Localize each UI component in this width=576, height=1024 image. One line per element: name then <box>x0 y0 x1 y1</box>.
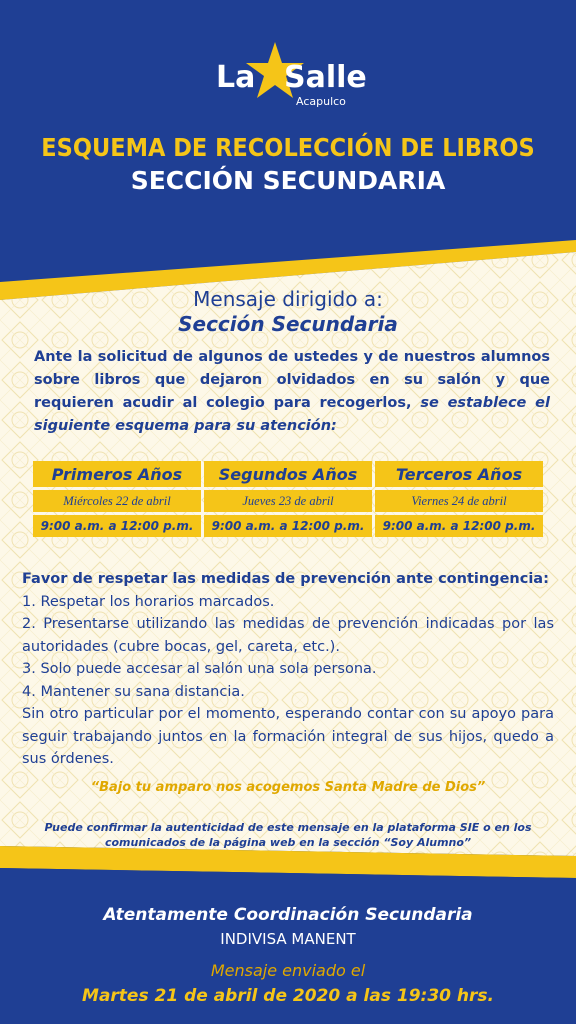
date-segundos: Jueves 23 de abril <box>204 490 372 512</box>
notice-item-4: 4. Mantener su sana distancia. <box>22 683 245 700</box>
time-terceros: 9:00 a.m. a 12:00 p.m. <box>375 515 543 537</box>
logo <box>0 40 576 110</box>
schedule-date-row <box>33 490 543 512</box>
time-segundos: 9:00 a.m. a 12:00 p.m. <box>204 515 372 537</box>
header-terceros: Terceros Años <box>375 461 543 487</box>
verification-note: Puede confirmar la autenticidad de este mensaje en la plataforma SIE o en los comunicados de la página web en la sección “Soy Alumno” <box>44 821 532 849</box>
logo-city: Acapulco <box>296 95 346 108</box>
message-recipient: Sección Secundaria <box>178 312 398 336</box>
section-title: SECCIÓN SECUNDARIA <box>130 166 446 195</box>
prevention-notice <box>22 568 554 771</box>
logo-la: La <box>216 60 256 95</box>
intro-paragraph <box>34 346 550 438</box>
notice-closing: Sin otro particular por el momento, esperando contar con su apoyo para seguir trabajando juntos en la formación integral de sus hijos, quedo a sus órdenes. <box>22 706 554 767</box>
intro-highlight: se establece el siguiente esquema para su atención: <box>34 395 550 434</box>
schedule-header-row <box>33 461 543 487</box>
header-segundos: Segundos Años <box>204 461 372 487</box>
sent-date: Martes 21 de abril de 2020 a las 19:30 hrs. <box>82 986 494 1006</box>
sent-label: Mensaje enviado el <box>210 961 366 980</box>
date-primeros: Miércoles 22 de abril <box>33 490 201 512</box>
notice-item-1: 1. Respetar los horarios marcados. <box>22 593 275 610</box>
notice-heading: Favor de respetar las medidas de prevención ante contingencia: <box>22 571 549 587</box>
intro-text: Ante la solicitud de algunos de ustedes y de nuestros alumnos sobre libros que dejaron olvidados en su salón y que requieren acudir al colegio para recogerlos, <box>34 349 550 411</box>
date-terceros: Viernes 24 de abril <box>375 490 543 512</box>
motto: “Bajo tu amparo nos acogemos Santa Madre de Dios” <box>90 780 486 795</box>
header-primeros: Primeros Años <box>33 461 201 487</box>
message-heading: Mensaje dirigido a: <box>193 287 383 311</box>
signature-motto: INDIVISA MANENT <box>220 930 356 948</box>
notice-item-2: 2. Presentarse utilizando las medidas de prevención indicadas por las autoridades (cubre bocas, gel, careta, etc.). <box>22 616 554 655</box>
logo-salle: Salle <box>284 60 367 95</box>
signature-line: Atentamente Coordinación Secundaria <box>103 905 473 925</box>
schedule-table <box>30 458 546 540</box>
time-primeros: 9:00 a.m. a 12:00 p.m. <box>33 515 201 537</box>
main-title: ESQUEMA DE RECOLECCIÓN DE LIBROS <box>41 133 535 162</box>
schedule-time-row <box>33 515 543 537</box>
notice-item-3: 3. Solo puede accesar al salón una sola persona. <box>22 661 377 677</box>
